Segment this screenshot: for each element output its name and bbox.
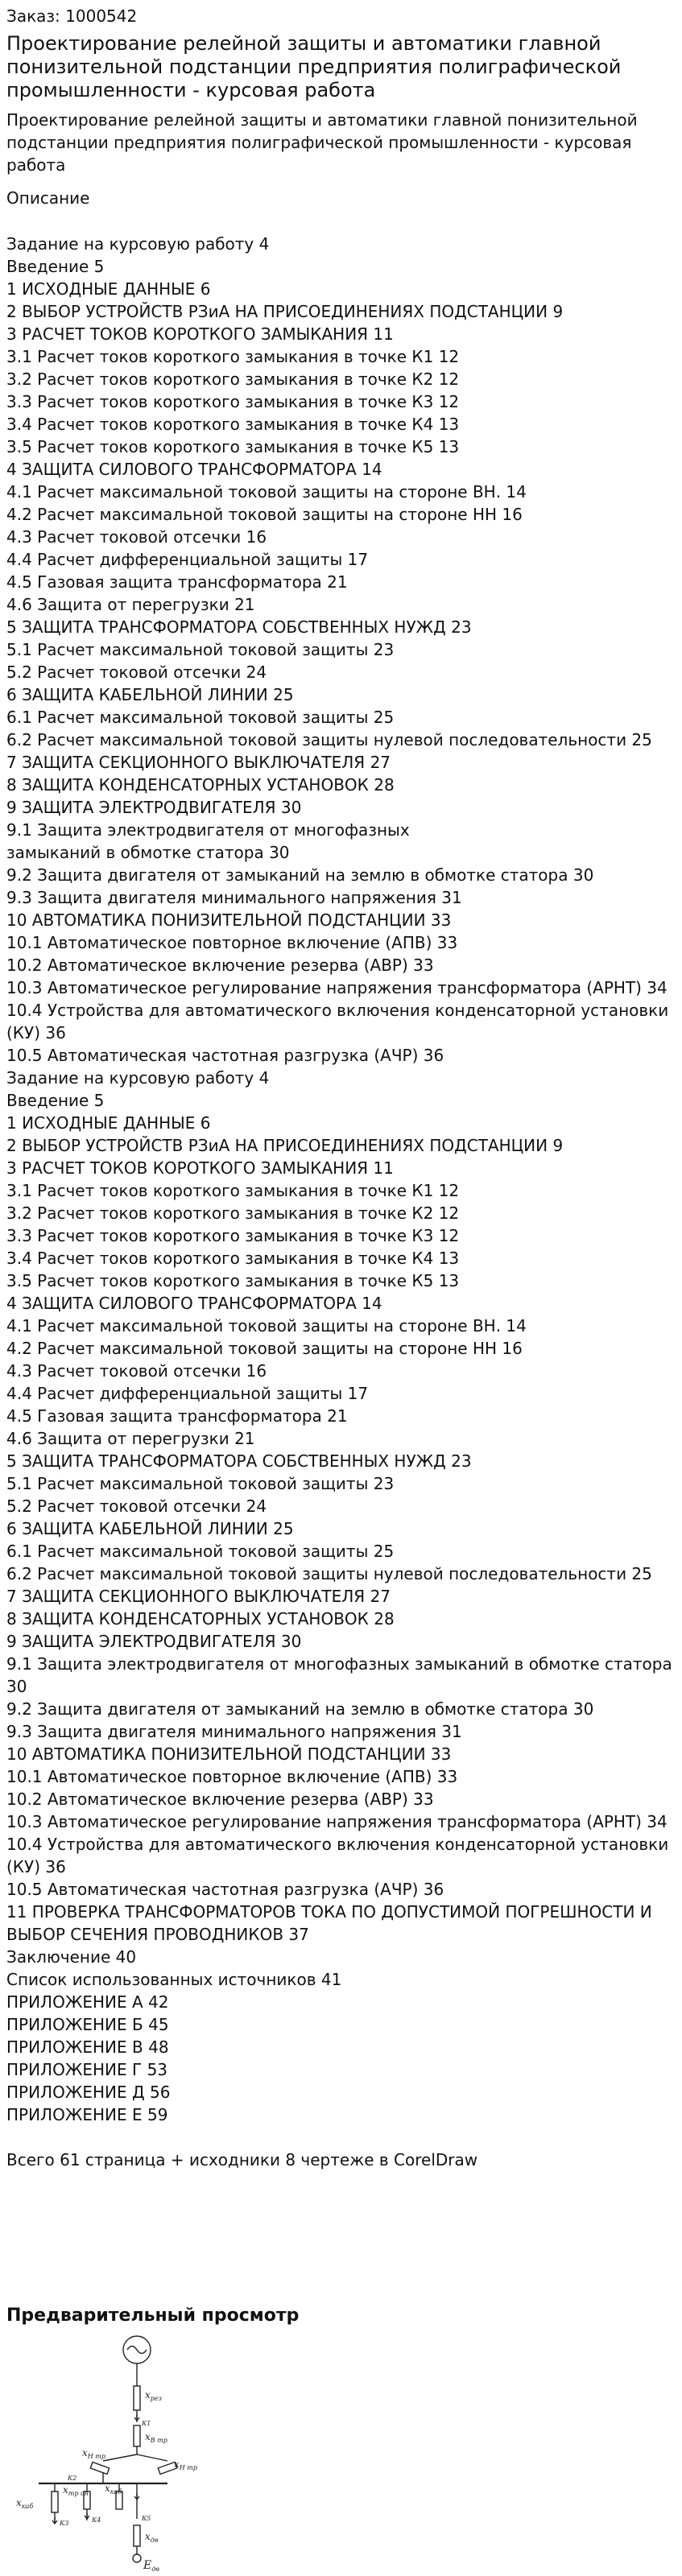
toc-item: 5.1 Расчет максимальной токовой защиты 23 (6, 640, 395, 659)
motor-emf-icon (133, 2554, 141, 2562)
label-x-res: $x_{рез}$ (145, 2389, 162, 2402)
toc-item: 11 ПРОВЕРКА ТРАНСФОРМАТОРОВ ТОКА ПО ДОПУСТИМОЙ ПОГРЕШНОСТИ И ВЫБОР СЕЧЕНИЯ ПРОВОДНИКОВ 37 (6, 1902, 652, 1944)
toc-item: Задание на курсовую работу 4 (6, 234, 270, 254)
toc-item: 6.1 Расчет максимальной токовой защиты 25 (6, 708, 395, 727)
toc-item: 3.2 Расчет токов короткого замыкания в точке К2 12 (6, 1203, 460, 1223)
toc-item: 8 ЗАЩИТА КОНДЕНСАТОРНЫХ УСТАНОВОК 28 (6, 775, 395, 795)
arrow-down-icon (134, 2493, 139, 2500)
resistor-res (134, 2386, 140, 2410)
label-e-dv: $E_{дв}$ (143, 2559, 159, 2573)
label-x-v-tr: $x_{В тр}$ (145, 2431, 167, 2444)
toc-item: 1 ИСХОДНЫЕ ДАННЫЕ 6 (6, 279, 211, 299)
toc-item: 4.2 Расчет максимальной токовой защиты на стороне НН 16 (6, 505, 523, 524)
toc-item: 9.3 Защита двигателя минимального напряжения 31 (6, 1722, 462, 1741)
toc-item: 3.4 Расчет токов короткого замыкания в точке К4 13 (6, 415, 460, 434)
label-x-n-tr-right: $x_{Н тр}$ (174, 2458, 198, 2471)
toc-item: Заключение 40 (6, 1947, 137, 1967)
toc-item: ПРИЛОЖЕНИЕ Д 56 (6, 2083, 171, 2102)
toc-item: 1 ИСХОДНЫЕ ДАННЫЕ 6 (6, 1113, 211, 1133)
toc-item: 10.4 Устройства для автоматического включения конденсаторной установки (КУ) 36 (6, 1001, 669, 1042)
toc-item: 6.2 Расчет максимальной токовой защиты нулевой последовательности 25 (6, 1564, 652, 1583)
label-x-n-tr-left: $x_{Н тр}$ (82, 2447, 106, 2460)
arrow-down-icon (134, 2414, 139, 2421)
toc-item: 4.6 Защита от перегрузки 21 (6, 595, 255, 614)
arrow-down-icon (85, 2512, 89, 2519)
page-subtitle: Проектирование релейной защиты и автоматики главной понизительной подстанции предприятия полиграфической промышленности - курсовая работа (6, 110, 638, 175)
toc-item: 4.5 Газовая защита трансформатора 21 (6, 572, 348, 592)
toc-item: Список использованных источников 41 (6, 1970, 342, 1989)
toc-item: 4.2 Расчет максимальной токовой защиты на стороне НН 16 (6, 1339, 523, 1358)
toc-item: 5.2 Расчет токовой отсечки 24 (6, 1496, 267, 1516)
toc-item: ПРИЛОЖЕНИЕ В 48 (6, 2037, 169, 2057)
toc-item: 6 ЗАЩИТА КАБЕЛЬНОЙ ЛИНИИ 25 (6, 685, 294, 704)
toc-item: 3.4 Расчет токов короткого замыкания в точке К4 13 (6, 1249, 460, 1268)
toc-item: 2 ВЫБОР УСТРОЙСТВ РЗиА НА ПРИСОЕДИНЕНИЯХ ПОДСТАНЦИИ 9 (6, 1136, 564, 1155)
toc-item: 3 РАСЧЕТ ТОКОВ КОРОТКОГО ЗАМЫКАНИЯ 11 (6, 1158, 394, 1178)
order-number: Заказ: 1000542 (6, 6, 138, 26)
arrow-down-icon (52, 2517, 57, 2524)
toc-item: 9 ЗАЩИТА ЭЛЕКТРОДВИГАТЕЛЯ 30 (6, 1632, 302, 1651)
toc-item: 3.5 Расчет токов короткого замыкания в точке К5 13 (6, 1271, 460, 1290)
resistor-v-tr (134, 2425, 140, 2446)
toc-item: 10.3 Автоматическое регулирование напряжения трансформатора (АРНТ) 34 (6, 978, 668, 997)
toc-item: 10 АВТОМАТИКА ПОНИЗИТЕЛЬНОЙ ПОДСТАНЦИИ 33 (6, 1744, 452, 1764)
toc-item: Задание на курсовую работу 4 (6, 1068, 270, 1088)
label-x-tr-sn: $x_{тр сн}$ (63, 2484, 89, 2497)
toc-item: 3.1 Расчет токов короткого замыкания в точке К1 12 (6, 347, 460, 366)
toc-item: 3.2 Расчет токов короткого замыкания в точке К2 12 (6, 369, 460, 389)
toc-item: 9.1 Защита электродвигателя от многофазных (6, 820, 410, 840)
toc-item: 9.1 Защита электродвигателя от многофазных замыканий в обмотке статора 30 (6, 1654, 672, 1696)
toc-item: 3.5 Расчет токов короткого замыкания в точке К5 13 (6, 437, 460, 456)
toc-item: 10.3 Автоматическое регулирование напряжения трансформатора (АРНТ) 34 (6, 1812, 668, 1831)
toc-item: 2 ВЫБОР УСТРОЙСТВ РЗиА НА ПРИСОЕДИНЕНИЯХ ПОДСТАНЦИИ 9 (6, 302, 564, 321)
toc-item: 4.4 Расчет дифференциальной защиты 17 (6, 1384, 369, 1403)
resistor-kab-left (52, 2491, 58, 2512)
table-of-contents (6, 233, 676, 2126)
resistor-dv (134, 2525, 140, 2546)
toc-item: 9.3 Защита двигателя минимального напряжения 31 (6, 888, 462, 907)
toc-item: 9.2 Защита двигателя от замыканий на землю в обмотке статора 30 (6, 1699, 594, 1719)
preview-heading: Предварительный просмотр (6, 2306, 300, 2326)
toc-item: 3.3 Расчет токов короткого замыкания в точке К3 12 (6, 1226, 460, 1245)
toc-item: 4.5 Газовая защита трансформатора 21 (6, 1406, 348, 1426)
preview-image (6, 2334, 676, 2575)
toc-item: 7 ЗАЩИТА СЕКЦИОННОГО ВЫКЛЮЧАТЕЛЯ 27 (6, 1587, 391, 1606)
toc-item: 6.2 Расчет максимальной токовой защиты нулевой последовательности 25 (6, 730, 652, 749)
toc-item: 7 ЗАЩИТА СЕКЦИОННОГО ВЫКЛЮЧАТЕЛЯ 27 (6, 753, 391, 772)
svg-text:К3: К3 (60, 2520, 69, 2527)
page-title: Проектирование релейной защиты и автоматики главной понизительной подстанции предприятия полиграфической промышленности - курсовая работа (6, 32, 622, 101)
label-x-dv: $x_{дв}$ (145, 2531, 159, 2544)
toc-item: 5.2 Расчет токовой отсечки 24 (6, 663, 267, 682)
toc-item: 4.3 Расчет токовой отсечки 16 (6, 1361, 267, 1381)
svg-text:К5: К5 (142, 2515, 151, 2522)
toc-item: 9 ЗАЩИТА ЭЛЕКТРОДВИГАТЕЛЯ 30 (6, 798, 302, 817)
toc-item: 5.1 Расчет максимальной токовой защиты 23 (6, 1474, 395, 1493)
toc-item: 10 АВТОМАТИКА ПОНИЗИТЕЛЬНОЙ ПОДСТАНЦИИ 33 (6, 910, 452, 930)
toc-item: ПРИЛОЖЕНИЕ Б 45 (6, 2015, 169, 2034)
toc-item: 4 ЗАЩИТА СИЛОВОГО ТРАНСФОРМАТОРА 14 (6, 1294, 382, 1313)
toc-item: 3.3 Расчет токов короткого замыкания в точке К3 12 (6, 392, 460, 411)
resistor-n-tr-left (90, 2462, 109, 2474)
label-x-kab-left: $x_{каб}$ (16, 2497, 34, 2510)
toc-item: 10.1 Автоматическое повторное включение (АПВ) 33 (6, 933, 458, 952)
total-pages-text: Всего 61 страница + исходники 8 чертеже в CorelDraw (6, 2150, 478, 2169)
toc-item: 9.2 Защита двигателя от замыканий на землю в обмотке статора 30 (6, 865, 594, 885)
toc-item: ПРИЛОЖЕНИЕ А 42 (6, 1992, 169, 2012)
toc-item: замыканий в обмотке статора 30 (6, 843, 290, 862)
toc-item: 5 ЗАЩИТА ТРАНСФОРМАТОРА СОБСТВЕННЫХ НУЖД 23 (6, 1451, 472, 1471)
toc-item: 4.4 Расчет дифференциальной защиты 17 (6, 550, 369, 569)
toc-item: 10.2 Автоматическое включение резерва (АВР) 33 (6, 1790, 434, 1809)
toc-item: ПРИЛОЖЕНИЕ Е 59 (6, 2105, 168, 2124)
toc-item: Введение 5 (6, 257, 105, 276)
toc-item: 8 ЗАЩИТА КОНДЕНСАТОРНЫХ УСТАНОВОК 28 (6, 1609, 395, 1629)
toc-item: 5 ЗАЩИТА ТРАНСФОРМАТОРА СОБСТВЕННЫХ НУЖД 23 (6, 617, 472, 637)
toc-item: 10.1 Автоматическое повторное включение (АПВ) 33 (6, 1767, 458, 1786)
toc-item: 4 ЗАЩИТА СИЛОВОГО ТРАНСФОРМАТОРА 14 (6, 460, 382, 479)
label-x-kab-mid: $x_{каб}$ (105, 2483, 122, 2496)
description-label: Описание (6, 188, 90, 208)
toc-item: 3 РАСЧЕТ ТОКОВ КОРОТКОГО ЗАМЫКАНИЯ 11 (6, 324, 394, 344)
toc-item: 4.1 Расчет максимальной токовой защиты на стороне ВН. 14 (6, 482, 527, 502)
toc-item: 10.5 Автоматическая частотная разгрузка (АЧР) 36 (6, 1880, 444, 1899)
sine-icon (127, 2347, 147, 2354)
toc-item: 4.6 Защита от перегрузки 21 (6, 1429, 255, 1448)
toc-item: 10.4 Устройства для автоматического включения конденсаторной установки (КУ) 36 (6, 1835, 669, 1876)
toc-item: 6 ЗАЩИТА КАБЕЛЬНОЙ ЛИНИИ 25 (6, 1519, 294, 1538)
toc-item: ПРИЛОЖЕНИЕ Г 53 (6, 2060, 168, 2079)
toc-item: 10.2 Автоматическое включение резерва (АВР) 33 (6, 956, 434, 975)
toc-item: Введение 5 (6, 1091, 105, 1110)
toc-item: 6.1 Расчет максимальной токовой защиты 25 (6, 1542, 395, 1561)
svg-text:К2: К2 (68, 2475, 77, 2482)
circuit-diagram (6, 2334, 248, 2575)
toc-item: 4.3 Расчет токовой отсечки 16 (6, 527, 267, 547)
toc-item: 3.1 Расчет токов короткого замыкания в точке К1 12 (6, 1181, 460, 1200)
toc-item: 10.5 Автоматическая частотная разгрузка (АЧР) 36 (6, 1046, 444, 1065)
toc-item: 4.1 Расчет максимальной токовой защиты на стороне ВН. 14 (6, 1316, 527, 1335)
svg-text:К1: К1 (142, 2420, 151, 2427)
svg-text:К4: К4 (92, 2516, 101, 2524)
